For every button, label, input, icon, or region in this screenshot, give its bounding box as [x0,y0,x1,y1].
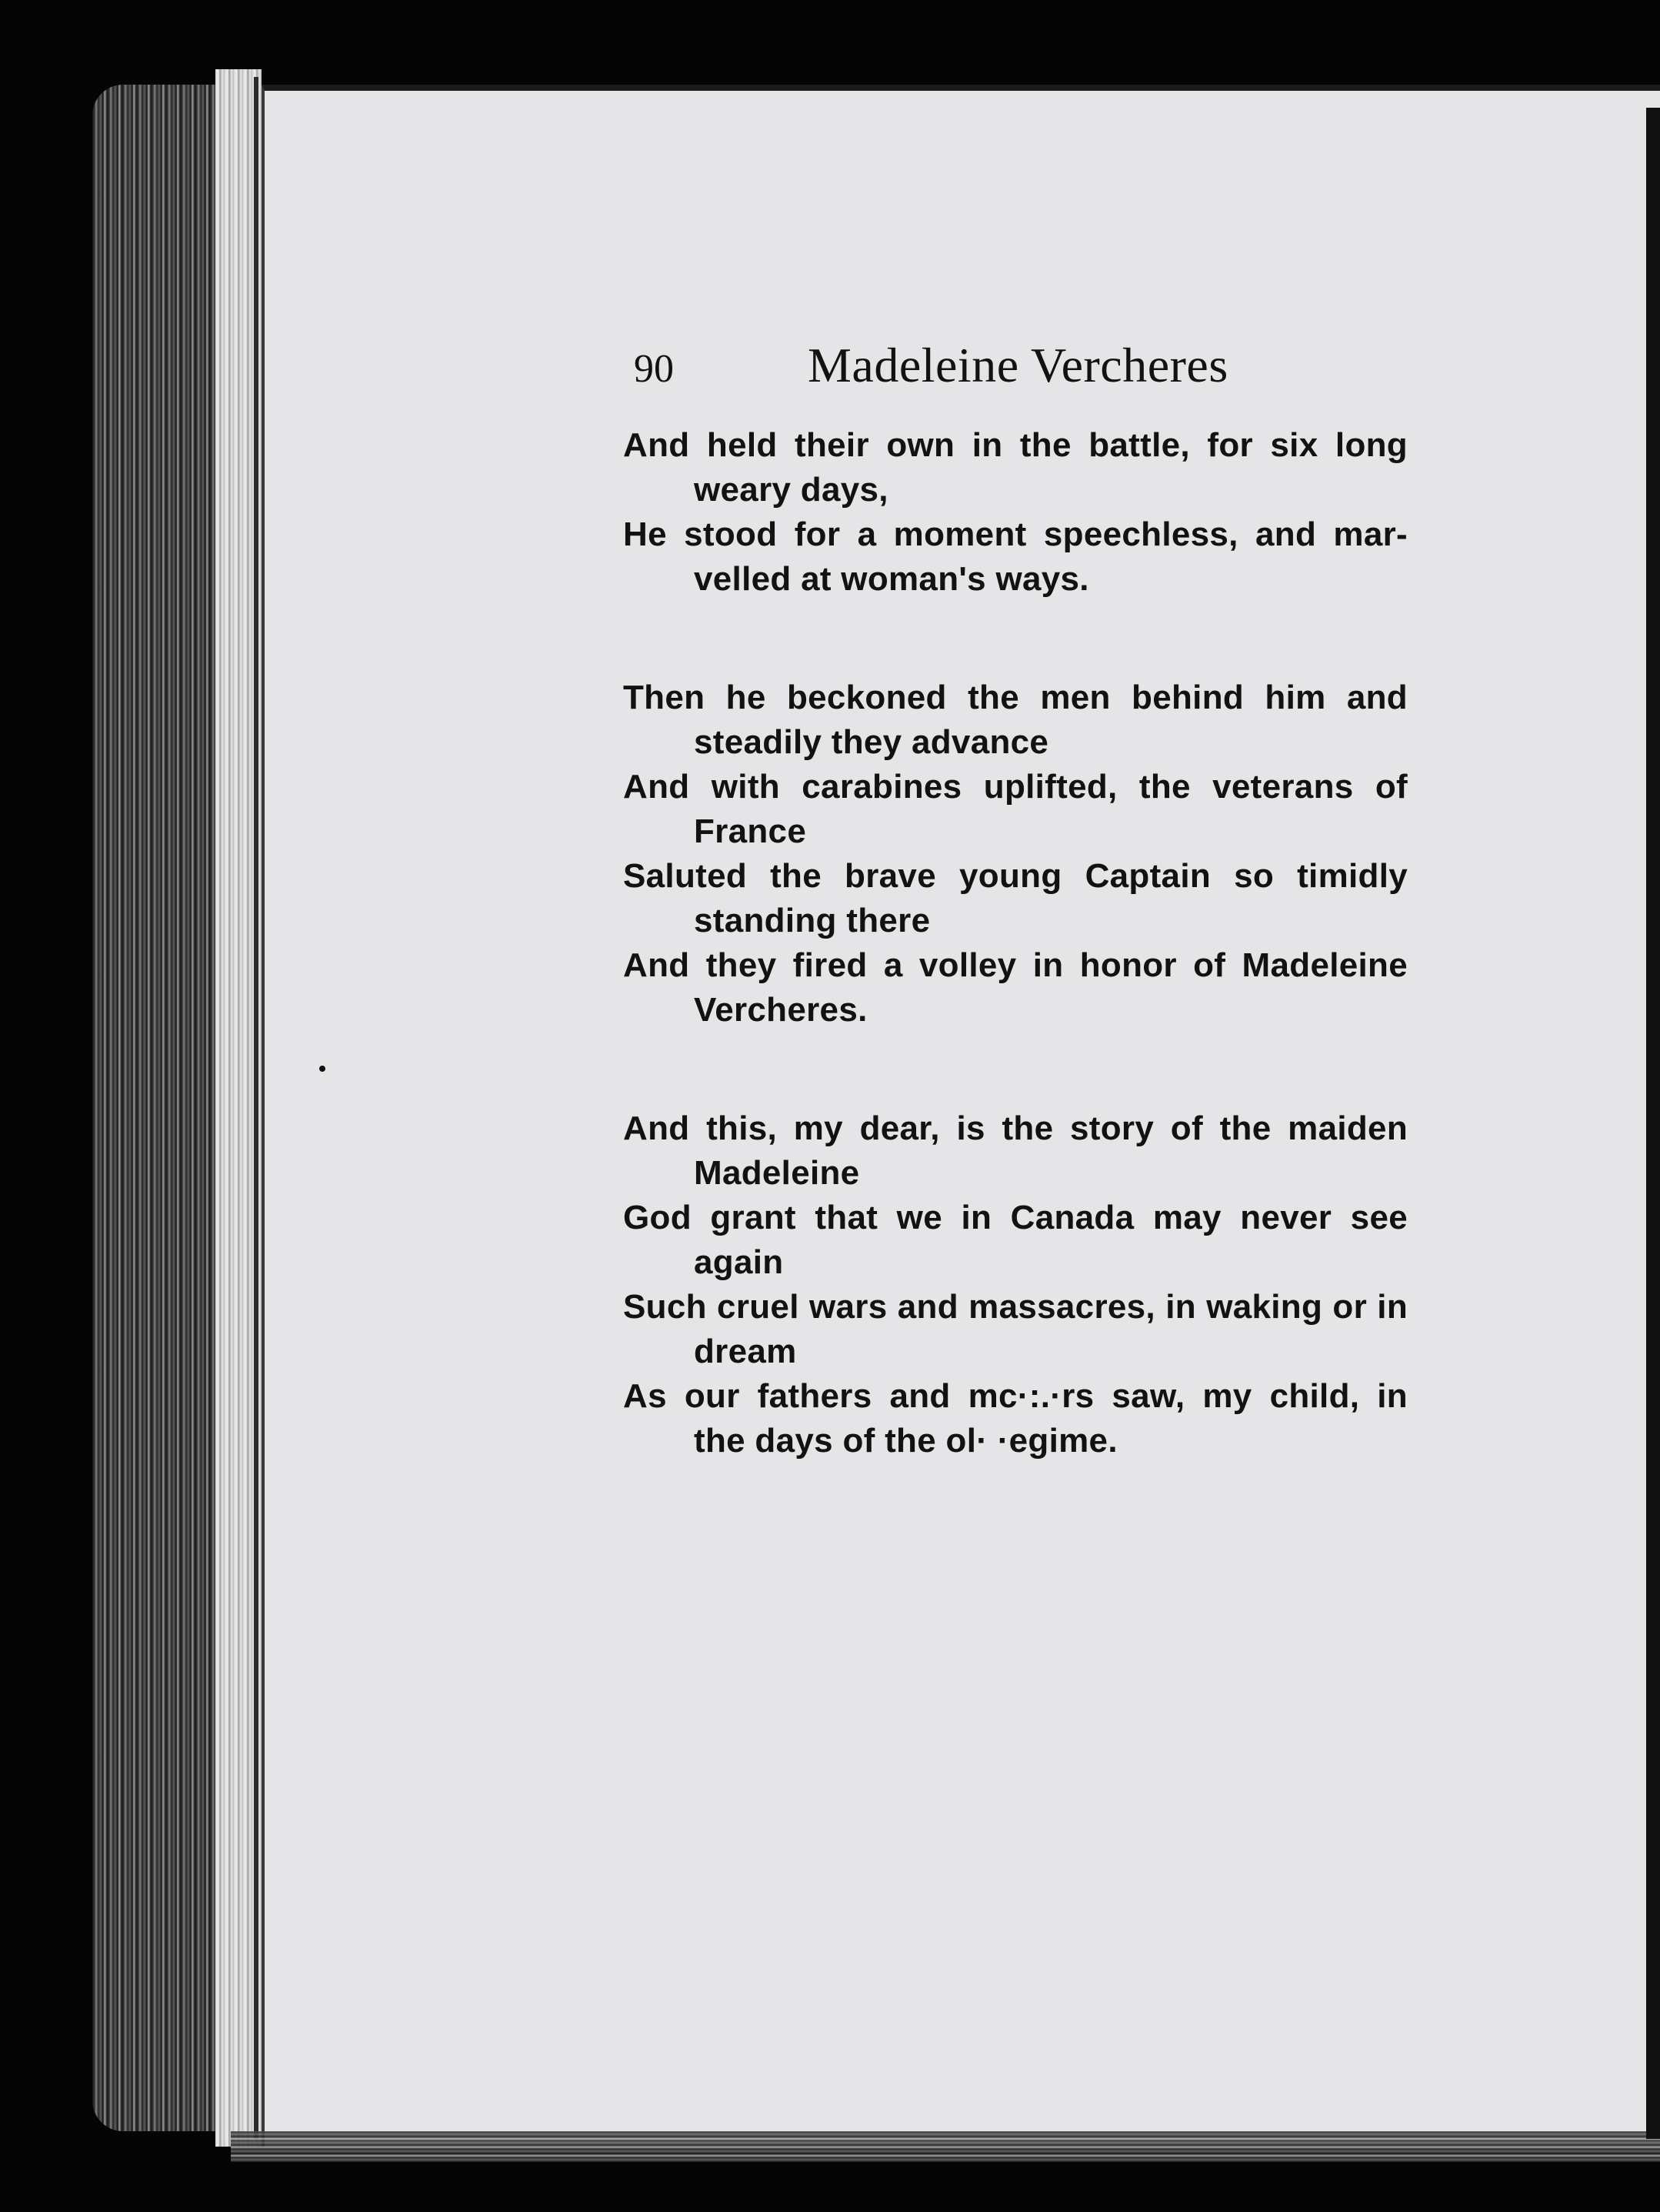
verse-line-continuation: standing there [694,902,931,939]
verse-line-continuation: steadily they advance [694,723,1049,761]
verse-line: As our fathers and mc·:.·rs saw, my child, in [623,1377,1408,1415]
verse-line-continuation: France [694,812,807,850]
verse-line: Saluted the brave young Captain so timidly [623,857,1408,895]
verse-line-continuation: the days of the ol· ·egime. [694,1422,1118,1460]
page-text [623,331,1408,1537]
book-bottom-edges [231,2131,1660,2162]
stanza-3 [623,1106,1408,1463]
verse-line: And held their own in the battle, for six long [623,426,1408,464]
running-title: Madeleine Vercheres [808,338,1228,392]
verse-line-continuation: again [694,1243,784,1281]
verse-line-continuation: dream [694,1333,797,1370]
verse-line: Then he beckoned the men behind him and [623,679,1408,716]
verse-line: And they fired a volley in honor of Madeleine [623,946,1408,984]
verse-line-continuation: Madeleine [694,1154,860,1192]
verse-line-continuation: velled at woman's ways. [694,560,1089,598]
verse-line: God grant that we in Canada may never see [623,1199,1408,1236]
page-binding-line [254,77,258,2139]
page-header [623,331,1408,423]
verse-line-continuation: weary days, [694,471,888,509]
stanza-1 [623,423,1408,602]
verse-line: And with carabines uplifted, the veterans of [623,768,1408,806]
right-edge-shadow [1646,108,1660,2139]
stanza-2 [623,676,1408,1033]
verse-line: He stood for a moment speechless, and mar- [623,515,1408,553]
verse-line: And this, my dear, is the story of the maiden [623,1109,1408,1147]
verse-line: Such cruel wars and massacres, in waking or in [623,1288,1408,1326]
ink-speck [319,1066,325,1072]
page-number: 90 [634,347,674,391]
verse-line-continuation: Vercheres. [694,991,868,1029]
